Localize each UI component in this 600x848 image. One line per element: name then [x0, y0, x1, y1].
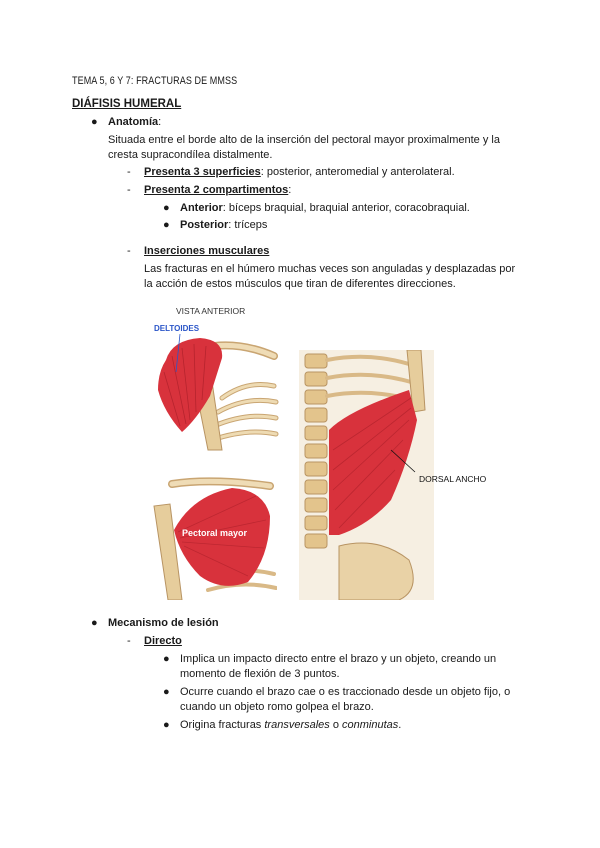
inserciones-line2: la acción de estos músculos que tiran de diferentes direcciones. [144, 278, 456, 290]
bullet-dot: ● [91, 116, 98, 128]
deltoides-figure [152, 300, 280, 452]
bullet-dot: ● [163, 686, 170, 698]
directo-item1-line1: Implica un impacto directo entre el brazo y un objeto, creando un [180, 653, 497, 665]
compartimentos-item: Presenta 2 compartimentos: [144, 184, 292, 196]
directo-item3: Origina fracturas transversales o conminutas. [180, 719, 402, 731]
bullet-dot: ● [91, 617, 98, 629]
directo-item1-line2: momento de flexión de 3 puntos. [180, 668, 340, 680]
anatomia-line1: Situada entre el borde alto de la inserción del pectoral mayor proximalmente y la [108, 134, 500, 146]
inserciones-line1: Las fracturas en el húmero muchas veces son anguladas y desplazadas por [144, 263, 516, 275]
bullet-dot: ● [163, 219, 170, 231]
deltoides-label: DELTOIDES [154, 324, 200, 333]
anterior-item: Anterior: bíceps braquial, braquial anterior, coracobraquial. [180, 202, 470, 214]
posterior-item: Posterior: tríceps [180, 219, 268, 231]
dash-marker: - [127, 184, 131, 196]
directo-item2-line2: cuando un objeto romo golpea el brazo. [180, 701, 374, 713]
document-title: TEMA 5, 6 Y 7: FRACTURAS DE MMSS [72, 75, 238, 87]
vista-anterior-label: VISTA ANTERIOR [176, 306, 246, 316]
pectoral-mayor-figure [152, 476, 277, 600]
anatomia-heading: Anatomía: [108, 116, 162, 128]
bullet-dot: ● [163, 719, 170, 731]
directo-heading: Directo [144, 635, 182, 647]
bullet-dot: ● [163, 653, 170, 665]
bullet-dot: ● [163, 202, 170, 214]
dash-marker: - [127, 245, 131, 257]
anatomia-line2: cresta supracondílea distalmente. [108, 149, 273, 161]
pectoral-mayor-label: Pectoral mayor [182, 528, 248, 538]
dash-marker: - [127, 166, 131, 178]
inserciones-heading: Inserciones musculares [144, 245, 270, 257]
mecanismo-heading: Mecanismo de lesión [108, 617, 219, 629]
dorsal-ancho-figure [299, 350, 494, 600]
superficies-item: Presenta 3 superficies: posterior, anteromedial y anterolateral. [144, 166, 455, 178]
directo-item2-line1: Ocurre cuando el brazo cae o es traccionado desde un objeto fijo, o [180, 686, 511, 698]
section-title: DIÁFISIS HUMERAL [72, 98, 182, 110]
dorsal-ancho-label: DORSAL ANCHO [419, 474, 487, 484]
dash-marker: - [127, 635, 131, 647]
